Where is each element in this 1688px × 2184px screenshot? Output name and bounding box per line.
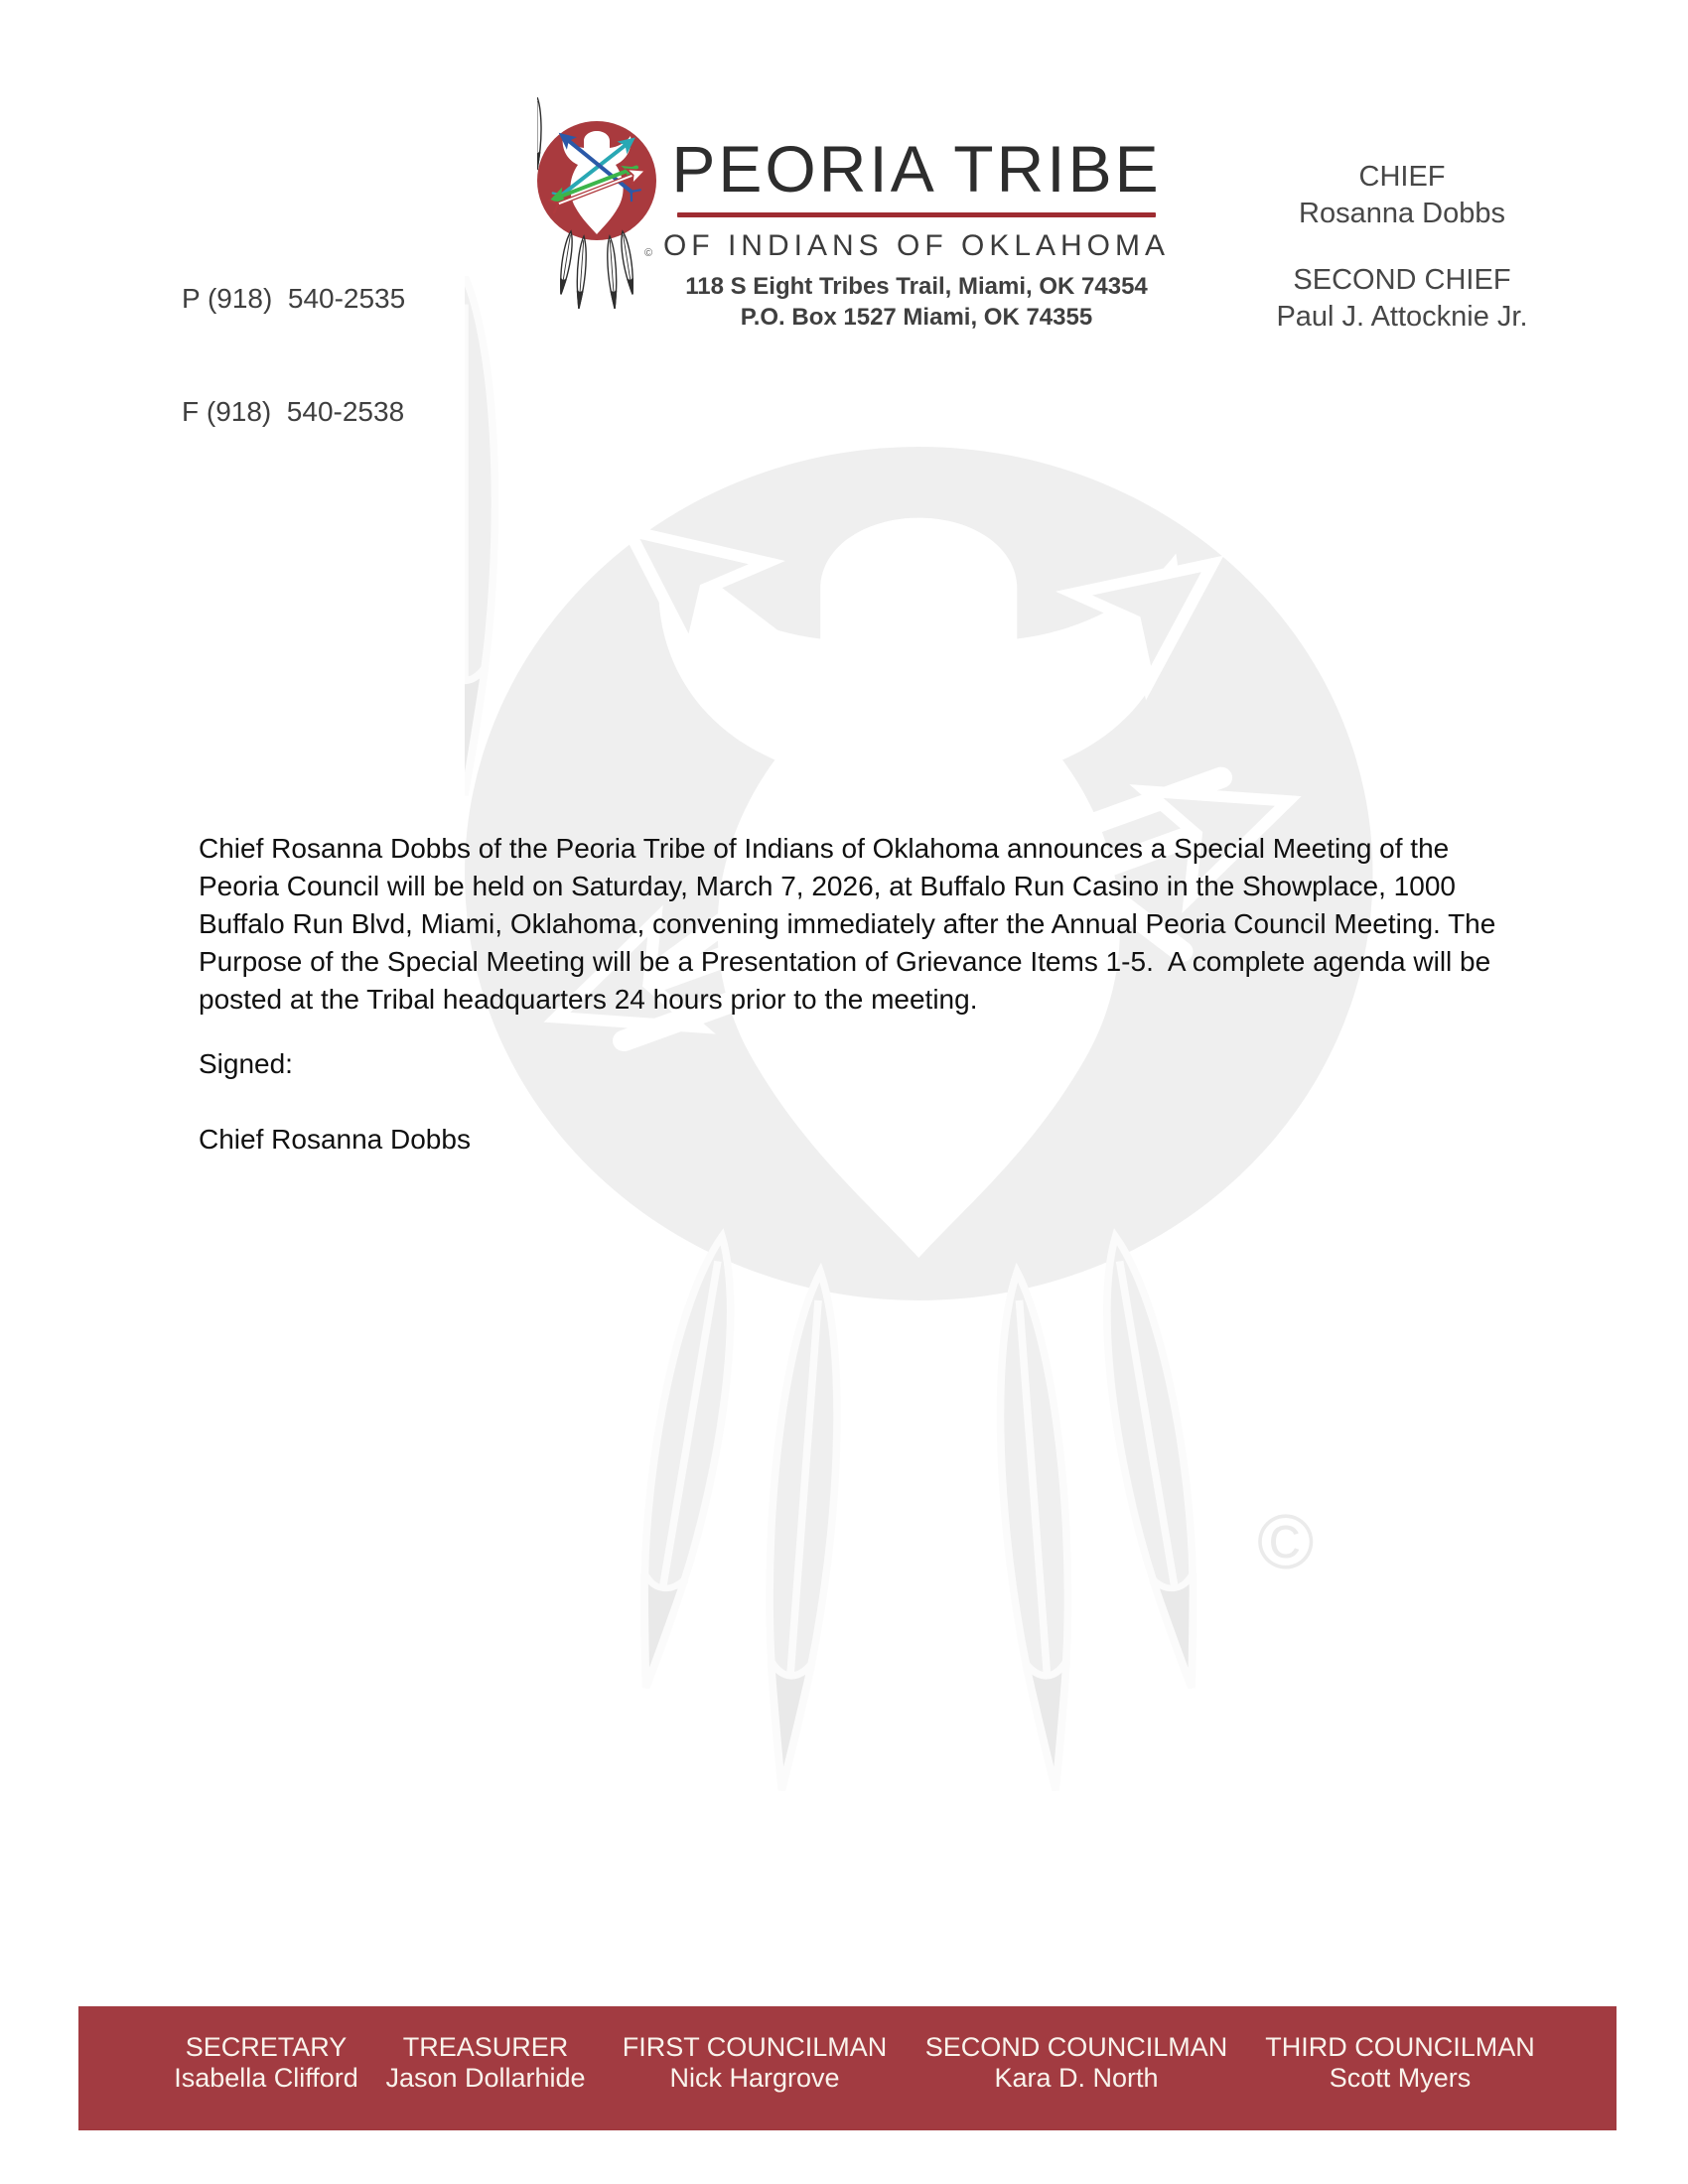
footer-officer-third-councilman bbox=[1265, 2032, 1535, 2094]
tribal-shield-logo-icon bbox=[537, 97, 660, 336]
phone-number: P (918) 540-2535 bbox=[182, 283, 406, 314]
contact-block bbox=[182, 205, 405, 506]
second-chief-title: SECOND CHIEF bbox=[1293, 264, 1511, 296]
officer-title: SECRETARY bbox=[185, 2032, 348, 2062]
footer-officer-first-councilman bbox=[623, 2032, 888, 2094]
org-subtitle: OF INDIANS OF OKLAHOMA bbox=[662, 229, 1171, 262]
chief-group bbox=[1221, 159, 1583, 232]
officer-name: Nick Hargrove bbox=[669, 2063, 840, 2093]
header-officers-block bbox=[1221, 159, 1583, 365]
second-chief-name: Paul J. Attocknie Jr. bbox=[1276, 301, 1528, 333]
signed-label: Signed: bbox=[199, 1048, 293, 1079]
footer-officer-second-councilman bbox=[925, 2032, 1228, 2094]
officer-title: TREASURER bbox=[402, 2032, 569, 2062]
chief-title: CHIEF bbox=[1358, 161, 1446, 193]
officer-title: THIRD COUNCILMAN bbox=[1265, 2032, 1535, 2062]
org-title-divider bbox=[677, 212, 1156, 217]
footer-officer-treasurer bbox=[385, 2032, 585, 2094]
officer-name: Kara D. North bbox=[994, 2063, 1159, 2093]
officer-name: Isabella Clifford bbox=[174, 2063, 358, 2093]
officer-name: Jason Dollarhide bbox=[385, 2063, 586, 2093]
letter-body: Chief Rosanna Dobbs of the Peoria Tribe of Indians of Oklahoma announces a Special Meeting of the Peoria Council will be held on Saturday, March 7, 2026, at Buffalo Run Casino in the Showplace, 1000 Buffalo Run Blvd, Miami, Oklahoma, convening immediately after the Annual Peoria Council Meeting. The Purpose of the Special Meeting will be a Presentation of Grievance Items 1-5. A complete agenda will be posted at the Tribal headquarters 24 hours prior to the meeting. bbox=[199, 833, 1504, 1015]
watermark-copyright-mark: © bbox=[1257, 1498, 1315, 1585]
org-name: PEORIA TRIBE bbox=[671, 132, 1162, 205]
officer-name: Scott Myers bbox=[1329, 2063, 1472, 2093]
org-title-block bbox=[653, 131, 1180, 333]
address-line-2: P.O. Box 1527 Miami, OK 74355 bbox=[740, 304, 1093, 331]
officer-title: FIRST COUNCILMAN bbox=[622, 2032, 888, 2062]
logo-copyright-mark: © bbox=[644, 247, 653, 259]
officer-title: SECOND COUNCILMAN bbox=[924, 2032, 1228, 2062]
footer-officer-secretary bbox=[174, 2032, 358, 2094]
footer-bar bbox=[78, 2006, 1617, 2130]
fax-number: F (918) 540-2538 bbox=[182, 396, 405, 427]
address-line-1: 118 S Eight Tribes Trail, Miami, OK 74354 bbox=[685, 273, 1148, 300]
chief-name: Rosanna Dobbs bbox=[1299, 198, 1505, 229]
second-chief-group bbox=[1221, 262, 1583, 336]
signature-name: Chief Rosanna Dobbs bbox=[199, 1124, 471, 1155]
